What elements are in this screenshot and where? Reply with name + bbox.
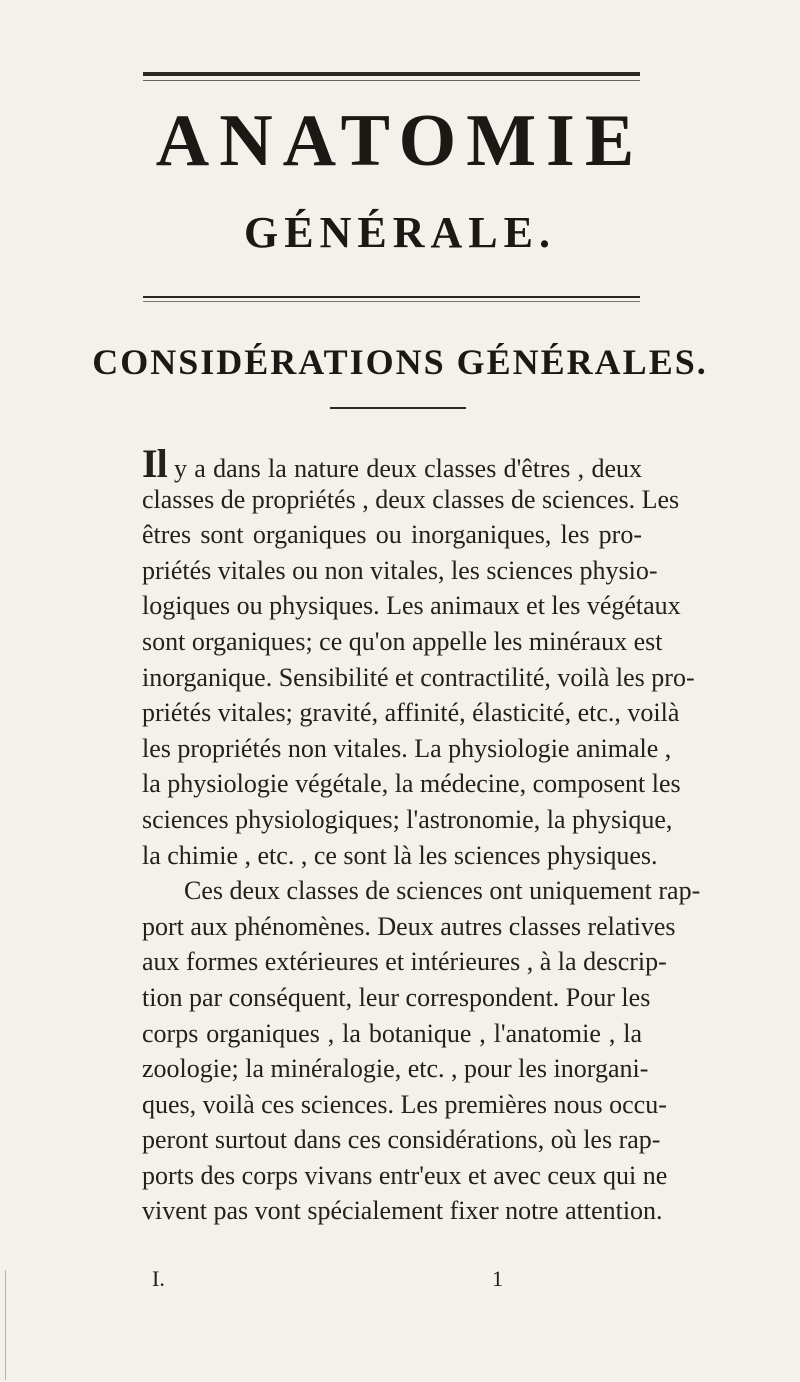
signature-mark: I. (152, 1266, 165, 1291)
text-line: vivent pas vont spécialement fixer notre attention. (142, 1196, 663, 1226)
body-text (142, 441, 701, 1229)
text-line: ports des corps vivans entr'eux et avec ceux qui ne (142, 1160, 668, 1190)
text-line: logiques ou physiques. Les animaux et les végétaux (142, 591, 681, 621)
text-line: zoologie; la minéralogie, etc. , pour les inorgani- (142, 1054, 649, 1084)
section-divider-thin-rule (143, 301, 640, 302)
page-edge-mark (5, 1270, 6, 1380)
text-line: port aux phénomènes. Deux autres classes relatives (142, 911, 676, 941)
signature-number: 1 (492, 1266, 503, 1291)
text-line: aux formes extérieures et intérieures , à la descrip- (142, 947, 667, 977)
text-line: êtres sont organiques ou inorganiques, les pro- (142, 520, 642, 550)
top-ornamental-rule (143, 72, 640, 76)
text-line: Ces deux classes de sciences ont uniquement rap- (184, 876, 701, 906)
top-thin-rule (143, 80, 640, 81)
text-line: corps organiques , la botanique , l'anatomie , la (142, 1018, 642, 1048)
text-line: classes de propriétés , deux classes de sciences. Les (142, 484, 680, 514)
text-line: priétés vitales ou non vitales, les sciences physio- (142, 555, 658, 585)
page-title: ANATOMIE (155, 100, 645, 182)
section-heading: CONSIDÉRATIONS GÉNÉRALES. (92, 342, 708, 382)
text-line: sont organiques; ce qu'on appelle les minéraux est (142, 626, 663, 656)
text-line: sciences physiologiques; l'astronomie, la physique, (142, 804, 673, 834)
text-line: la chimie , etc. , ce sont là les sciences physiques. (142, 840, 658, 870)
text-line: les propriétés non vitales. La physiologie animale , (142, 733, 672, 763)
signature-line (142, 1262, 642, 1296)
short-divider-rule (330, 407, 466, 409)
text-line: priétés vitales; gravité, affinité, élasticité, etc., voilà (142, 698, 680, 728)
drop-cap: Il (142, 441, 167, 486)
text-line: inorganique. Sensibilité et contractilité, voilà les pro- (142, 662, 695, 692)
page-subtitle: GÉNÉRALE. (244, 208, 556, 257)
section-divider-rule (143, 296, 640, 298)
text-line: Il y a dans la nature deux classes d'êtres , deux (142, 441, 642, 486)
text-line: la physiologie végétale, la médecine, composent les (142, 769, 681, 799)
text-line: ques, voilà ces sciences. Les premières nous occu- (142, 1089, 667, 1119)
text-line: tion par conséquent, leur correspondent. Pour les (142, 982, 651, 1012)
text-line: peront surtout dans ces considérations, où les rap- (142, 1125, 661, 1155)
